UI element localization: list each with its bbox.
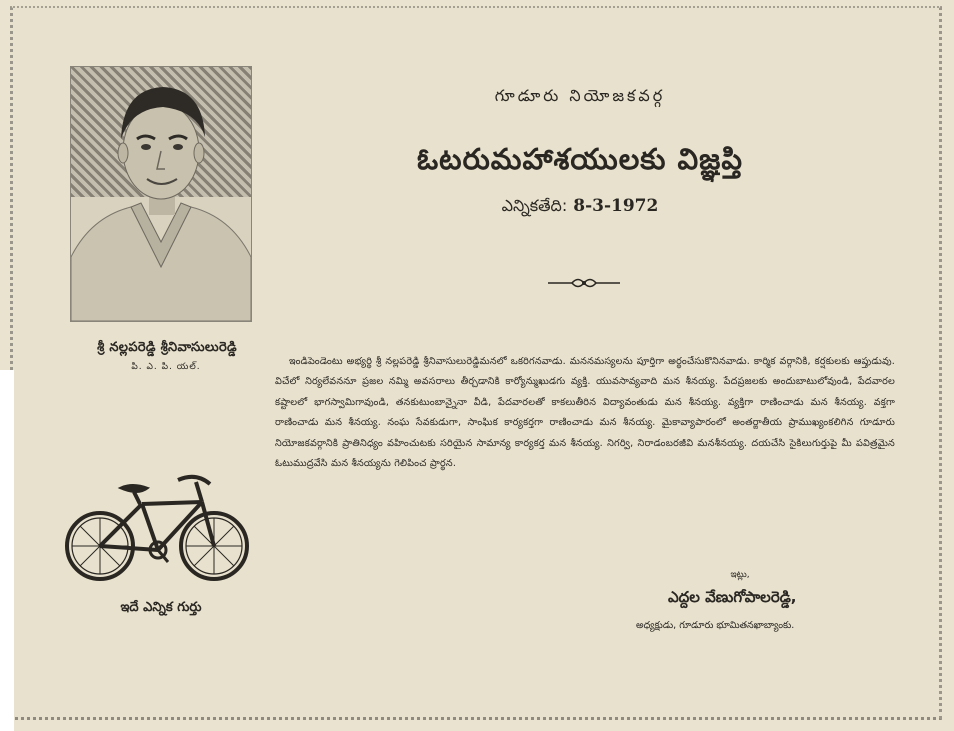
candidate-name: శ్రీ నల్లపరెడ్డి శ్రీనివాసులురెడ్డి <box>97 340 237 355</box>
candidate-portrait <box>71 67 251 321</box>
election-date-line <box>455 196 705 219</box>
appeal-body: ఇండిపెండెంటు అభ్యర్థి శ్రీ నల్లపరెడ్డి శ్రీనివాసులురెడ్డిమనలో ఒకరిగనవాడు. మననమస్యలను పూర్తిగా అర్థంచేసుకొనినవాడు. కార్మిక వర్గానికి, కర్షకులకు ఆప్తుడువు. విచేలో నిర్యలేవననూ ప్రజల నమ్మి అవసరాలు తీర్చడానికి కార్యోన్ముఖుడగు వ్యక్తి. యువసావ్యవాది మన శీనయ్య. పేదప్రజలకు అందుబాటులోవుండి, పేదవారల కష్టాలలో భాగస్వామిగావుండి, తనకుటుంబాన్నైనా వీడి, పేదవారలతో కాకలుతీరిన విద్యావంతుడు మన శీనయ్య. వ్యక్తిగా రాణించాడు మన శీనయ్య. వక్తగా రాణించాడు మన శీనయ్య. నంఘ సేవకుడుగా, సాంఘిక కార్యకర్తగా రాణించాడు మన శీనయ్య. మైకావ్యాపారంలో అంతర్జాతీయ ప్రాముఖ్యంకలిగిన గూడూరు నియోజకవర్గానికి ప్రాతినిధ్యం వహించుటకు సరియైన సామాన్య కార్యకర్త మన శీనయ్య. నిగర్వి, నిరాడంబరజీవి మనశీనయ్య. దయచేసి సైకిలుగుర్తుపై మీ పవిత్రమైన ఓటుముద్రవేసి మన శీనయ్యను గెలిపించ ప్రార్థన. <box>275 356 895 470</box>
candidate-party: పి. ఎ. పి. యల్. <box>131 362 201 372</box>
signatory-title: అధ్యక్షుడు, గూడూరు భూమితనఖాబ్యాంకు. <box>636 620 795 631</box>
ornament-divider <box>548 276 620 290</box>
candidate-photo <box>70 66 252 322</box>
bicycle-icon <box>62 466 258 590</box>
election-symbol-label: ఇదే ఎన్నిక గుర్తు <box>120 600 202 615</box>
signature-prefix: ఇట్లు, <box>730 570 750 580</box>
scan-edge <box>0 370 14 731</box>
constituency-title: గూడూరు నియోజకవర్గ <box>494 86 666 105</box>
election-date: 8-3-1972 <box>573 196 659 216</box>
election-date-label: ఎన్నికతేది: <box>501 196 568 215</box>
appeal-headline: ఓటరుమహాశయులకు విజ్ఞప్తి <box>416 142 743 176</box>
signatory-name: ఎద్దల వేణుగోపాలరెడ్డి, <box>668 588 797 606</box>
